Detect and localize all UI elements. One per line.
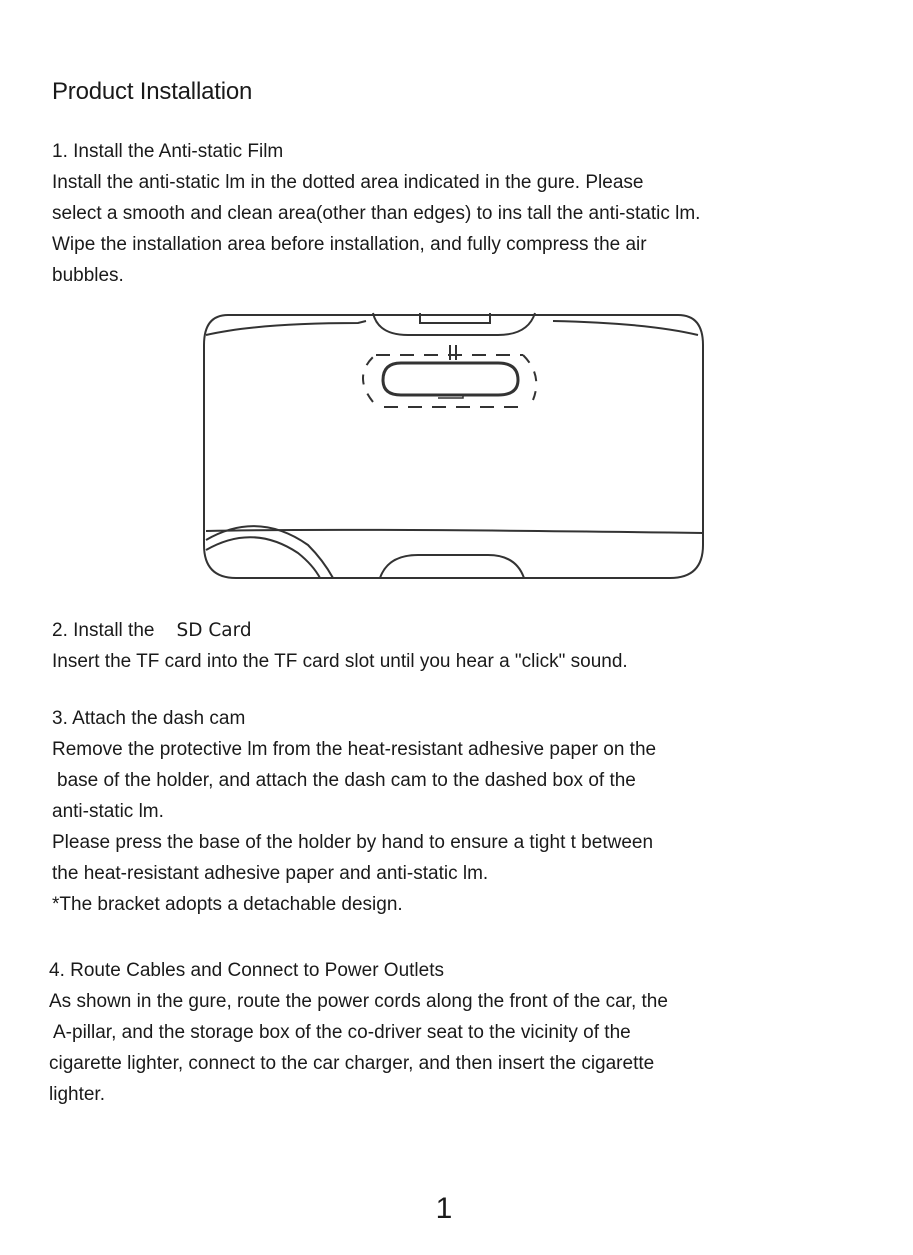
body-line: Wipe the installation area before installation, and fully compress the air	[52, 234, 647, 255]
section-2-heading	[52, 615, 252, 646]
body-line: bubbles.	[52, 265, 124, 286]
section-1-heading: 1. Install the Anti-static Film	[52, 141, 284, 162]
body-line: Insert the TF card into the TF card slot until you hear a "click" sound.	[52, 651, 628, 672]
section-4-heading: 4. Route Cables and Connect to Power Outlets	[49, 960, 445, 981]
body-line: Please press the base of the holder by hand to ensure a tight t between	[52, 832, 654, 853]
section-1-body	[52, 167, 812, 291]
body-line: select a smooth and clean area(other than edges) to ins tall the anti-static lm.	[52, 203, 701, 224]
body-line: *The bracket adopts a detachable design.	[52, 894, 403, 915]
body-line: cigarette lighter, connect to the car charger, and then insert the cigarette	[49, 1053, 655, 1074]
body-line: A-pillar, and the storage box of the co-driver seat to the vicinity of the	[53, 1022, 631, 1043]
section-2-heading-prefix: 2. Install the	[52, 620, 155, 641]
body-line: the heat-resistant adhesive paper and anti-static lm.	[52, 863, 489, 884]
body-line: anti-static lm.	[52, 801, 164, 822]
section-2-heading-suffix: SD Card	[176, 620, 252, 641]
dash-cam-illustration	[198, 305, 708, 585]
section-3-body	[52, 734, 812, 920]
section-2-body	[52, 646, 812, 677]
page-title: Product Installation	[52, 78, 253, 105]
section-4-body	[49, 986, 809, 1110]
body-line: base of the holder, and attach the dash cam to the dashed box of the	[57, 770, 636, 791]
page-number: 1	[435, 1192, 453, 1225]
body-line: As shown in the gure, route the power cords along the front of the car, the	[49, 991, 668, 1012]
body-line: Remove the protective lm from the heat-resistant adhesive paper on the	[52, 739, 657, 760]
section-3-heading: 3. Attach the dash cam	[52, 708, 246, 729]
body-line: Install the anti-static lm in the dotted area indicated in the gure. Please	[52, 172, 644, 193]
body-line: lighter.	[49, 1084, 105, 1105]
